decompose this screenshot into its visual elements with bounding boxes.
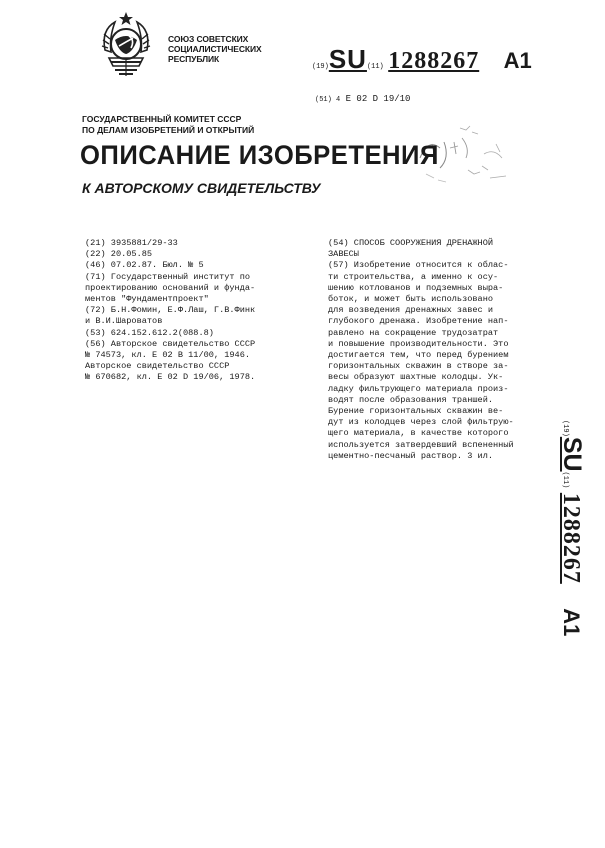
biblio-line: проектированию оснований и фунда-: [85, 282, 256, 293]
abstract-line: шению котлованов и подземных выра-: [328, 282, 504, 293]
abstract-line: (57) Изобретение относится к облас-: [328, 260, 509, 271]
abstract-line: ЗАВЕСЫ: [328, 249, 359, 260]
union-line: СОЮЗ СОВЕТСКИХ: [168, 34, 249, 44]
ussr-emblem-icon: [95, 10, 157, 80]
biblio-line: ментов "Фундаментпроект": [85, 294, 209, 305]
biblio-line: (56) Авторское свидетельство СССР: [85, 338, 256, 349]
ipc-code: (51) 4: [315, 96, 341, 104]
ipc-value: E 02 D 19/10: [345, 94, 411, 104]
union-line: СОЦИАЛИСТИЧЕСКИХ: [168, 44, 262, 54]
page-title: ОПИСАНИЕ ИЗОБРЕТЕНИЯ: [80, 140, 439, 170]
code-19: (19): [561, 420, 569, 437]
abstract-line: глубокого дренажа. Изобретение нап-: [328, 316, 509, 327]
abstract-line: и повышение производительности. Это: [328, 338, 509, 349]
biblio-line: (46) 07.02.87. Бюл. № 5: [85, 260, 204, 271]
kind-code: A1: [559, 608, 584, 637]
committee-line: ГОСУДАРСТВЕННЫЙ КОМИТЕТ СССР: [82, 114, 242, 124]
bibliographic-data: [85, 238, 320, 384]
abstract-line: щего материала, в качестве которого: [328, 428, 509, 439]
code-11: (11): [366, 63, 384, 71]
vertical-document-number: [538, 420, 598, 680]
biblio-line: (71) Государственный институт по: [85, 271, 251, 282]
abstract-line: Бурение горизонтальных скважин ве-: [328, 406, 504, 417]
committee-line: ПО ДЕЛАМ ИЗОБРЕТЕНИЙ И ОТКРЫТИЙ: [82, 125, 255, 135]
abstract-line: равлено на сокращение трудозатрат: [328, 327, 499, 338]
abstract-line: (54) СПОСОБ СООРУЖЕНИЯ ДРЕНАЖНОЙ: [328, 238, 494, 248]
abstract-line: достигается тем, что перед бурением: [328, 350, 509, 361]
biblio-line: (21) 3935881/29-33: [85, 238, 178, 248]
patent-number: 1288267: [558, 492, 584, 584]
biblio-line: № 74573, кл. Е 02 В 11/00, 1946.: [85, 350, 251, 361]
biblio-line: (53) 624.152.612.2(088.8): [85, 327, 214, 338]
biblio-line: (22) 20.05.85: [85, 249, 153, 260]
abstract-line: водят после образования траншей.: [328, 394, 494, 405]
biblio-line: № 670682, кл. Е 02 D 19/06, 1978.: [85, 372, 256, 383]
committee-name: [82, 114, 302, 136]
ipc-classification: [315, 94, 410, 104]
biblio-line: Авторское свидетельство СССР: [85, 361, 230, 372]
abstract-line: дут из колодцев через слой фильтрую-: [328, 417, 514, 428]
abstract-line: горизонтальных скважин в створе за-: [328, 361, 509, 372]
abstract-line: боток, и может быть использовано: [328, 294, 494, 305]
document-number: [312, 44, 532, 75]
biblio-line: (72) Б.Н.Фомин, Е.Ф.Лаш, Г.В.Финк: [85, 305, 256, 316]
abstract: [328, 238, 540, 462]
code-19: (19): [312, 63, 329, 71]
biblio-line: и В.И.Шароватов: [85, 316, 163, 327]
abstract-line: ти строительства, а именно к осу-: [328, 271, 499, 282]
abstract-line: весы образуют шахтные колодцы. Ук-: [328, 372, 504, 383]
union-name: [168, 34, 278, 64]
abstract-line: цементно-песчаный раствор. 3 ил.: [328, 450, 494, 461]
page-subtitle: К АВТОРСКОМУ СВИДЕТЕЛЬСТВУ: [82, 180, 321, 196]
union-line: РЕСПУБЛИК: [168, 54, 220, 64]
country-code: SU: [558, 436, 586, 472]
country-code: SU: [328, 44, 367, 74]
patent-number: 1288267: [388, 48, 480, 74]
abstract-line: используется затвердевший вспененный: [328, 439, 514, 450]
abstract-line: для возведения дренажных завес и: [328, 305, 494, 316]
kind-code: A1: [503, 48, 532, 73]
abstract-line: ладку фильтрующего материала произ-: [328, 383, 509, 394]
code-11: (11): [561, 471, 569, 489]
